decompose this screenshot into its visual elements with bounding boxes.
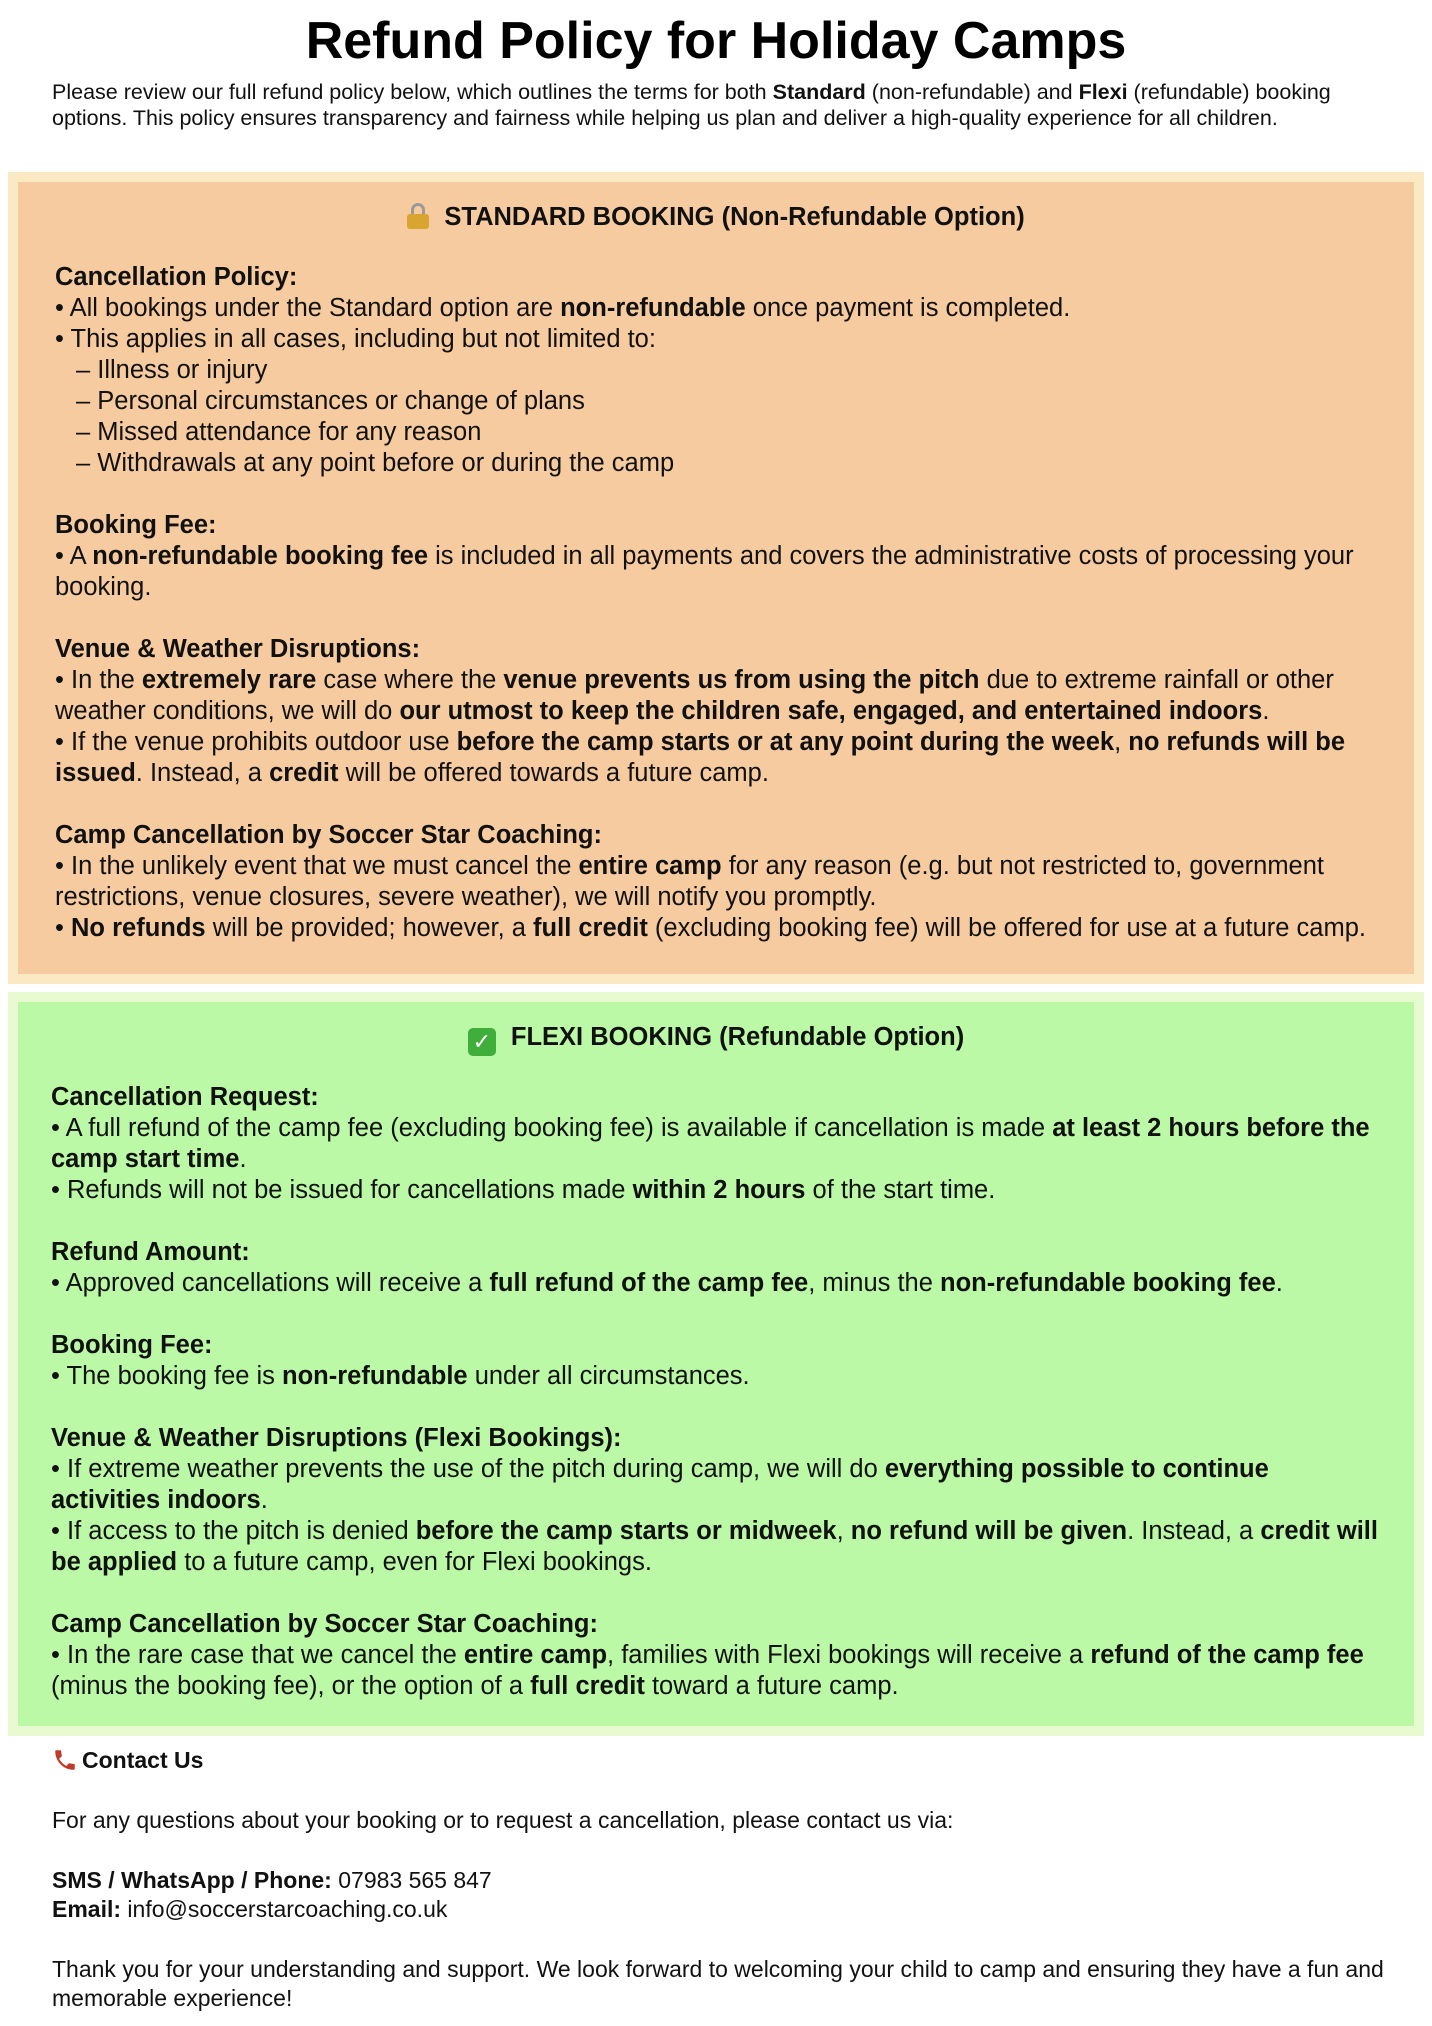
flexi-request-line-2: • Refunds will not be issued for cancellations made within 2 hours of the start time. [51, 1176, 996, 1204]
flexi-booking-fee-line: • The booking fee is non-refundable under all circumstances. [51, 1362, 750, 1390]
contact-section [52, 1746, 1392, 2013]
standard-booking-fee-heading: Booking Fee: [55, 511, 217, 539]
flexi-camp-cancel-heading: Camp Cancellation by Soccer Star Coaching: [51, 1610, 598, 1638]
contact-email: Email: info@soccerstarcoaching.co.uk [52, 1896, 448, 1922]
closing-message: Thank you for your understanding and support. We look forward to welcoming your child to camp and ensuring they have a fun and memorable experience! [52, 1956, 1384, 2011]
flexi-booking-title: ✓ FLEXI BOOKING (Refundable Option) [18, 1022, 1414, 1056]
email-address[interactable]: info@soccerstarcoaching.co.uk [127, 1896, 448, 1922]
standard-booking-body [55, 262, 1384, 944]
flexi-booking-panel [8, 992, 1424, 1736]
flexi-request-line-1: • A full refund of the camp fee (excluding booking fee) is available if cancellation is made at least 2 hours before the camp start time. [51, 1114, 1370, 1173]
standard-cancellation-line-1: • All bookings under the Standard option are non-refundable once payment is completed. [55, 294, 1071, 322]
flexi-booking-body [51, 1082, 1384, 1702]
phone-number[interactable]: 07983 565 847 [338, 1867, 492, 1893]
phone-icon [52, 1747, 78, 1773]
standard-cancellation-line-2: • This applies in all cases, including but not limited to: [55, 325, 656, 353]
flexi-amount-heading: Refund Amount: [51, 1238, 250, 1266]
intro-paragraph: Please review our full refund policy below, which outlines the terms for both Standard (non-refundable) and Flexi (refundable) booking options. This policy ensures transparency and fairness while helping us plan and deliver a high-quality experience for all children. [52, 80, 1331, 130]
standard-cancellation-sub-1: – Illness or injury [76, 356, 268, 384]
standard-venue-heading: Venue & Weather Disruptions: [55, 635, 421, 663]
standard-cancellation-sub-3: – Missed attendance for any reason [76, 418, 482, 446]
standard-camp-cancel-line-2: • No refunds will be provided; however, a full credit (excluding booking fee) will be offered for use at a future camp. [55, 914, 1366, 942]
page-title: Refund Policy for Holiday Camps [305, 12, 1127, 70]
contact-heading: Contact Us [52, 1746, 1392, 1775]
standard-venue-line-1: • In the extremely rare case where the venue prevents us from using the pitch due to extreme rainfall or other weather conditions, we will do our utmost to keep the children safe, engaged, and entertained indoors. [55, 666, 1334, 725]
standard-booking-title: STANDARD BOOKING (Non-Refundable Option) [18, 202, 1414, 233]
standard-camp-cancel-heading: Camp Cancellation by Soccer Star Coaching: [55, 821, 602, 849]
contact-phone: SMS / WhatsApp / Phone: 07983 565 847 [52, 1867, 492, 1893]
check-icon: ✓ [468, 1028, 496, 1056]
standard-booking-panel-inner [18, 182, 1414, 974]
flexi-venue-heading: Venue & Weather Disruptions (Flexi Bookings): [51, 1424, 622, 1452]
standard-booking-panel [8, 172, 1424, 984]
flexi-camp-cancel-line: • In the rare case that we cancel the entire camp, families with Flexi bookings will receive a refund of the camp fee (minus the booking fee), or the option of a full credit toward a future camp. [51, 1641, 1364, 1700]
flexi-venue-line-2: • If access to the pitch is denied before the camp starts or midweek, no refund will be given. Instead, a credit will be applied to a future camp, even for Flexi bookings. [51, 1517, 1378, 1576]
flexi-venue-line-1: • If extreme weather prevents the use of the pitch during camp, we will do everything possible to continue activities indoors. [51, 1455, 1269, 1514]
standard-cancellation-heading: Cancellation Policy: [55, 263, 298, 291]
flexi-booking-fee-heading: Booking Fee: [51, 1331, 213, 1359]
standard-booking-fee-line: • A non-refundable booking fee is included in all payments and covers the administrative costs of processing your booking. [55, 542, 1354, 601]
flexi-booking-panel-inner [18, 1002, 1414, 1726]
standard-cancellation-sub-4: – Withdrawals at any point before or during the camp [76, 449, 675, 477]
contact-intro: For any questions about your booking or to request a cancellation, please contact us via: [52, 1807, 954, 1833]
standard-cancellation-sub-2: – Personal circumstances or change of plans [76, 387, 585, 415]
standard-camp-cancel-line-1: • In the unlikely event that we must cancel the entire camp for any reason (e.g. but not restricted to, government restrictions, venue closures, severe weather), we will notify you promptly. [55, 852, 1325, 911]
flexi-request-heading: Cancellation Request: [51, 1083, 319, 1111]
flexi-amount-line: • Approved cancellations will receive a full refund of the camp fee, minus the non-refundable booking fee. [51, 1269, 1283, 1297]
standard-venue-line-2: • If the venue prohibits outdoor use before the camp starts or at any point during the week, no refunds will be issued. Instead, a credit will be offered towards a future camp. [55, 728, 1346, 787]
lock-icon [407, 203, 429, 229]
